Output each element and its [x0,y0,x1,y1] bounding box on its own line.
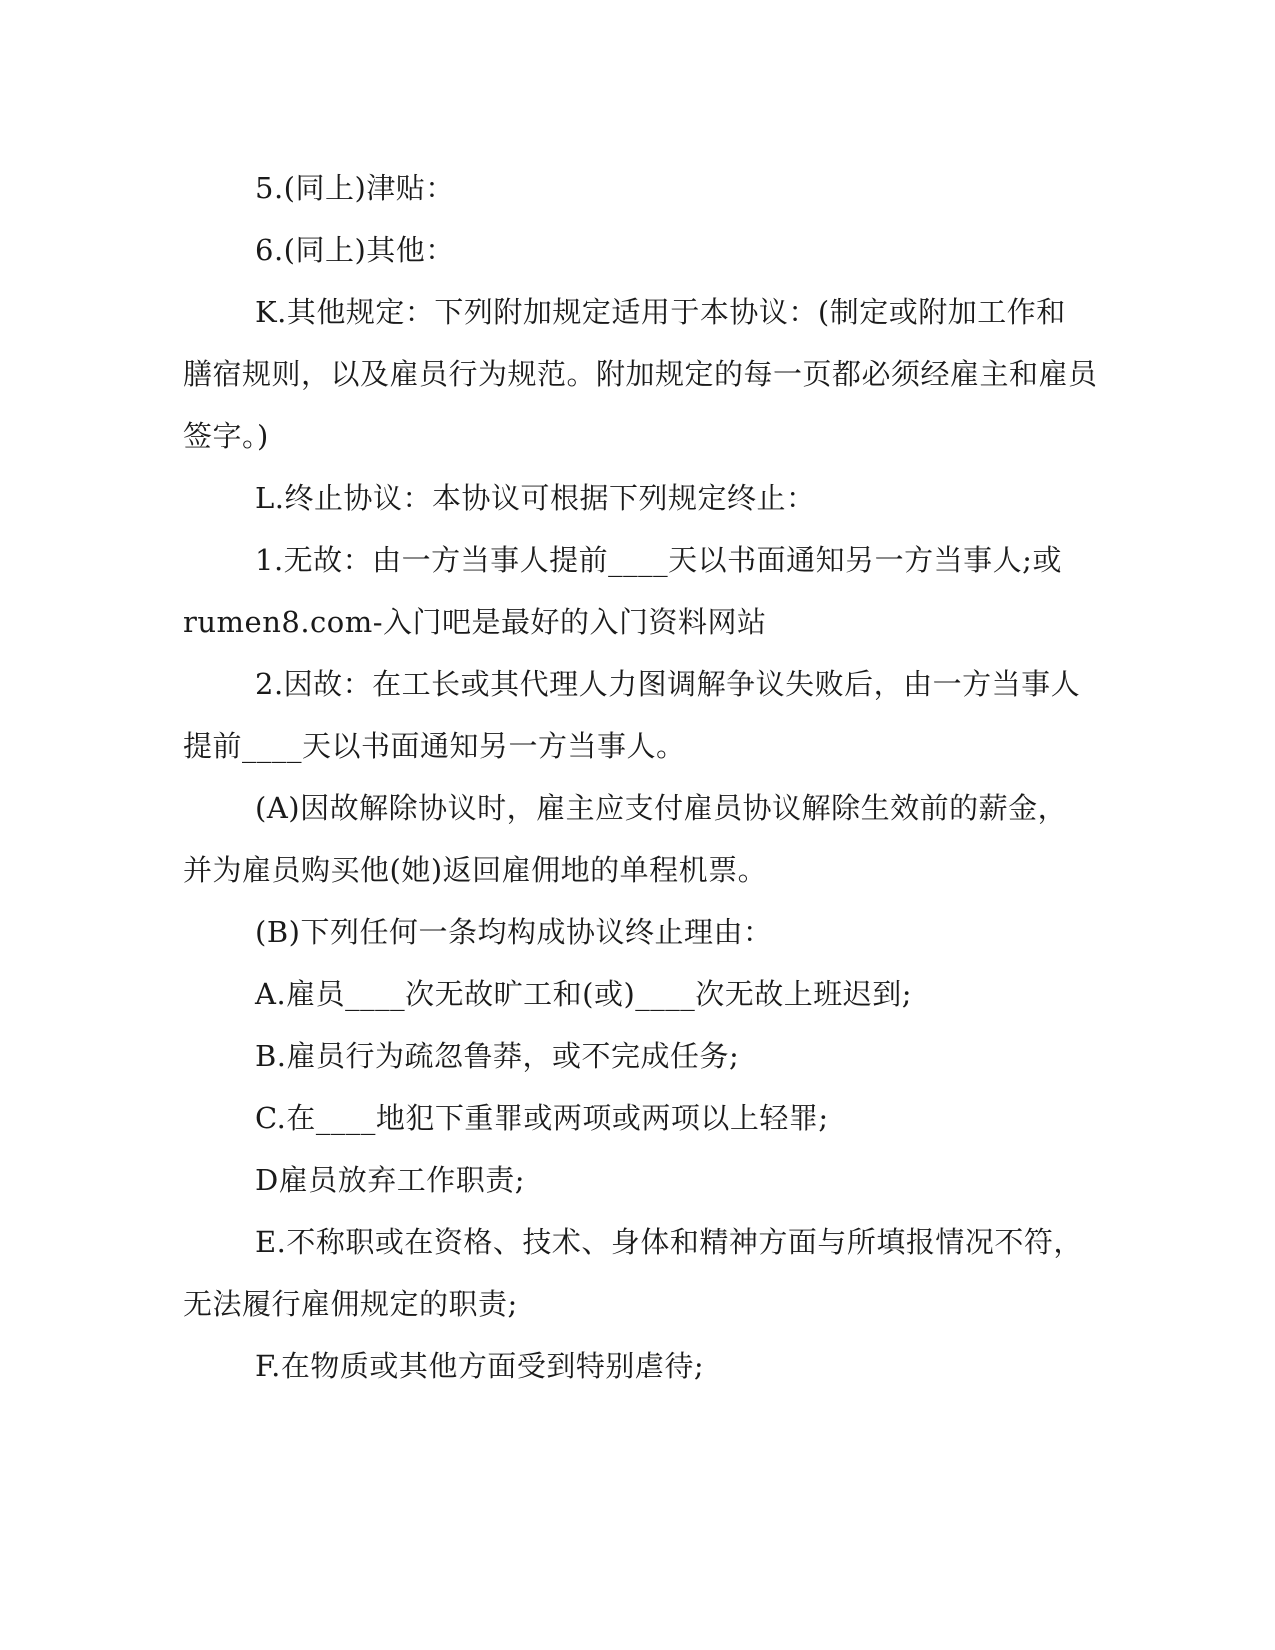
clause-l-heading: L.终止协议：本协议可根据下列规定终止： [255,481,816,515]
watermark-line: rumen8.com-入门吧是最好的入门资料网站 [183,605,767,639]
reason-e-continued: 无法履行雇佣规定的职责; [183,1287,518,1321]
clause-k-continued: 膳宿规则，以及雇员行为规范。附加规定的每一页都必须经雇主和雇员 [183,357,1098,391]
reason-a: A.雇员____次无故旷工和(或)____次无故上班迟到; [255,977,913,1011]
clause-l-1: 1.无故：由一方当事人提前____天以书面通知另一方当事人;或 [255,543,1062,577]
reason-b: B.雇员行为疏忽鲁莽，或不完成任务; [255,1039,740,1073]
reason-d: D雇员放弃工作职责; [255,1163,526,1197]
clause-l-2-continued: 提前____天以书面通知另一方当事人。 [183,729,686,763]
clause-a-continued: 并为雇员购买他(她)返回雇佣地的单程机票。 [183,853,768,887]
clause-5-allowance: 5.(同上)津贴： [255,171,455,205]
clause-b: (B)下列任何一条均构成协议终止理由： [255,915,773,949]
clause-a: (A)因故解除协议时，雇主应支付雇员协议解除生效前的薪金， [255,791,1068,825]
reason-e: E.不称职或在资格、技术、身体和精神方面与所填报情况不符， [255,1225,1083,1259]
reason-f: F.在物质或其他方面受到特别虐待; [255,1349,705,1383]
clause-k-end: 签字。) [183,419,269,453]
clause-6-other: 6.(同上)其他： [255,233,455,267]
clause-k-heading: K.其他规定：下列附加规定适用于本协议：(制定或附加工作和 [255,295,1066,329]
clause-l-2: 2.因故：在工长或其代理人力图调解争议失败后，由一方当事人 [255,667,1081,701]
reason-c: C.在____地犯下重罪或两项或两项以上轻罪; [255,1101,829,1135]
